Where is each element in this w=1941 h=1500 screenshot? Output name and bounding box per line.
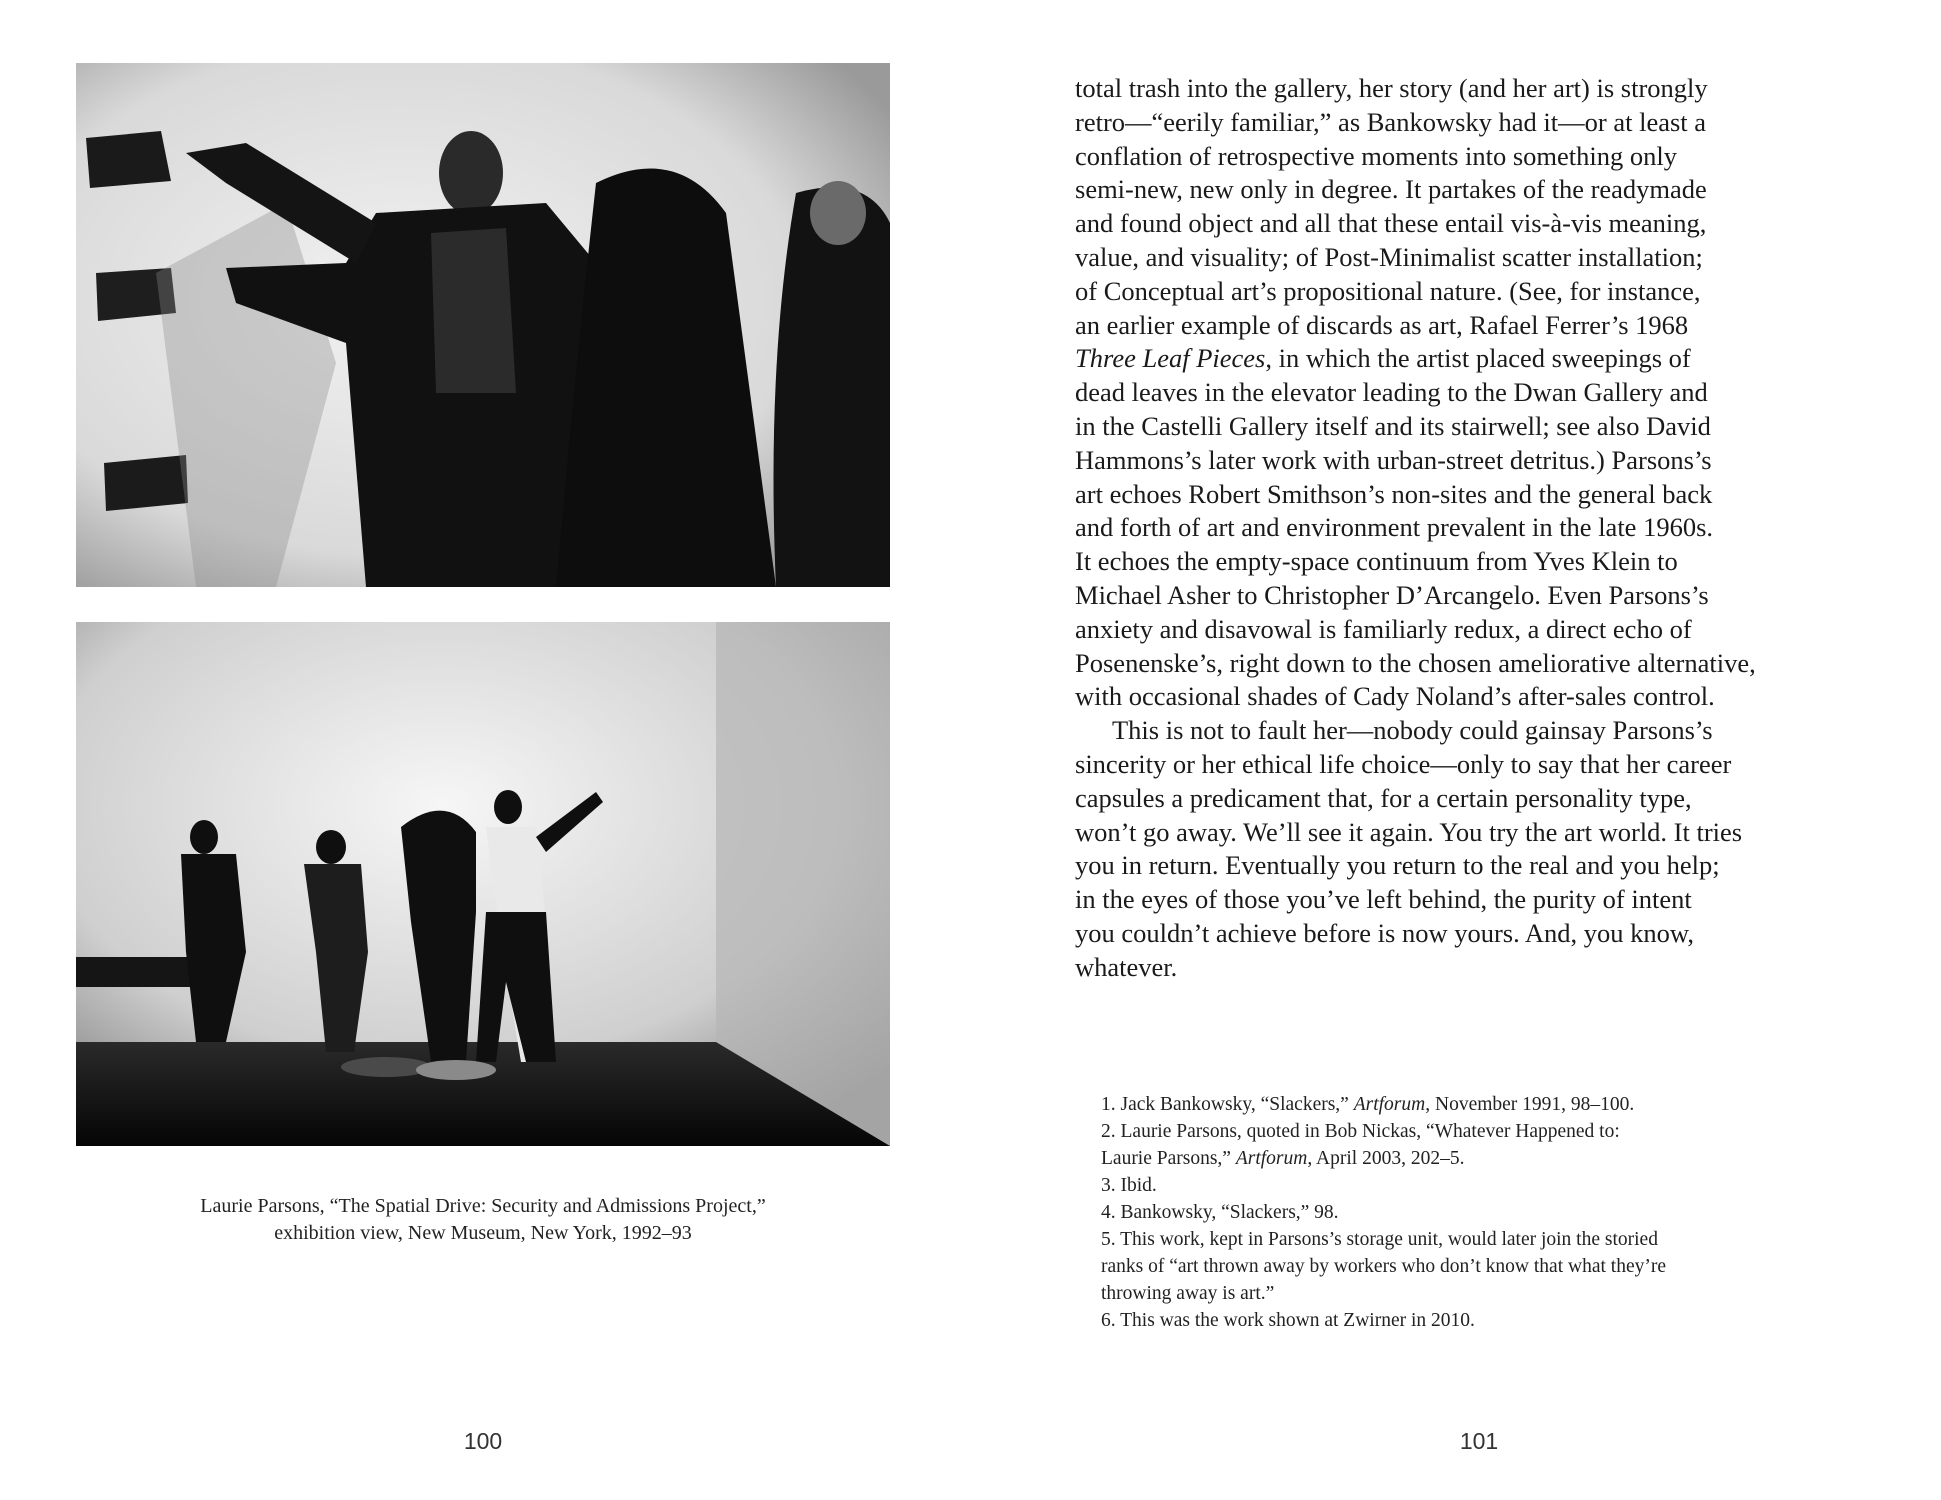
- text-line: capsules a predicament that, for a certain personality type,: [1075, 782, 1692, 813]
- text-line: retro—“eerily familiar,” as Bankowsky had it—or at least a: [1075, 106, 1707, 137]
- footnote-text: , November 1991, 98–100.: [1425, 1094, 1635, 1115]
- text-line: and found object and all that these entail vis-à-vis meaning,: [1075, 208, 1707, 239]
- footnotes: [1101, 1091, 1861, 1334]
- text-line: and forth of art and environment prevalent in the late 1960s.: [1075, 512, 1714, 543]
- footnote-journal: Artforum: [1235, 1148, 1308, 1169]
- photo-gallery-talk: [76, 63, 890, 587]
- footnote-6: 6. This was the work shown at Zwirner in 2010.: [1101, 1310, 1475, 1331]
- footnote-5: 5. This work, kept in Parsons’s storage unit, would later join the storied: [1101, 1229, 1658, 1250]
- text-line: art echoes Robert Smithson’s non-sites and the general back: [1075, 478, 1713, 509]
- footnote-2: 2. Laurie Parsons, quoted in Bob Nickas, “Whatever Happened to:: [1101, 1121, 1620, 1142]
- text-line: It echoes the empty-space continuum from Yves Klein to: [1075, 546, 1678, 577]
- text-line: conflation of retrospective moments into something only: [1075, 140, 1678, 171]
- text-line: Posenenske’s, right down to the chosen ameliorative alternative,: [1075, 647, 1756, 678]
- text-line: sincerity or her ethical life choice—only to say that her career: [1075, 748, 1732, 779]
- left-page: [0, 0, 970, 1500]
- text-line: in the Castelli Gallery itself and its stairwell; see also David: [1075, 410, 1711, 441]
- footnote-journal: Artforum: [1353, 1094, 1426, 1115]
- page-number-right: 101: [1459, 1428, 1499, 1454]
- text-line: dead leaves in the elevator leading to the Dwan Gallery and: [1075, 377, 1708, 408]
- footnote-text: Laurie Parsons,”: [1101, 1148, 1236, 1169]
- right-page: [970, 0, 1941, 1500]
- text-line: of Conceptual art’s propositional nature. (See, for instance,: [1075, 275, 1701, 306]
- photo-gallery-talk-image: [76, 63, 890, 587]
- footnote-2-cont: [1101, 1145, 1861, 1172]
- footnote-1: [1101, 1091, 1861, 1118]
- photo-gallery-installation: [76, 622, 890, 1146]
- caption-line: exhibition view, New Museum, New York, 1992–93: [274, 1222, 692, 1244]
- footnote-4: 4. Bankowsky, “Slackers,” 98.: [1101, 1202, 1339, 1223]
- photo-caption: [76, 1193, 890, 1247]
- caption-line: Laurie Parsons, “The Spatial Drive: Security and Admissions Project,”: [200, 1195, 766, 1217]
- text-line-rest: , in which the artist placed sweepings of: [1265, 343, 1691, 374]
- footnote-5-cont: throwing away is art.”: [1101, 1283, 1275, 1304]
- body-text: [1075, 72, 1895, 985]
- text-line: won’t go away. We’ll see it again. You try the art world. It tries: [1075, 816, 1743, 847]
- text-line: anxiety and disavowal is familiarly redux, a direct echo of: [1075, 613, 1692, 644]
- footnote-text: 1. Jack Bankowsky, “Slackers,”: [1101, 1094, 1354, 1115]
- text-line-indented: This is not to fault her—nobody could gainsay Parsons’s: [1112, 715, 1713, 746]
- text-line: Michael Asher to Christopher D’Arcangelo. Even Parsons’s: [1075, 579, 1709, 610]
- page-number-left: 100: [463, 1428, 503, 1454]
- footnote-3: 3. Ibid.: [1101, 1175, 1157, 1196]
- text-line: value, and visuality; of Post-Minimalist scatter installation;: [1075, 241, 1703, 272]
- text-line: you couldn’t achieve before is now yours. And, you know,: [1075, 917, 1694, 948]
- text-line: with occasional shades of Cady Noland’s after-sales control.: [1075, 681, 1715, 712]
- text-line: semi-new, new only in degree. It partakes of the readymade: [1075, 174, 1707, 205]
- text-line-with-title: [1075, 342, 1895, 376]
- text-line: in the eyes of those you’ve left behind, the purity of intent: [1075, 884, 1692, 915]
- text-line: you in return. Eventually you return to the real and you help;: [1075, 850, 1720, 881]
- text-line: whatever.: [1075, 951, 1178, 982]
- text-line: Hammons’s later work with urban-street detritus.) Parsons’s: [1075, 444, 1712, 475]
- artwork-title: Three Leaf Pieces: [1075, 343, 1266, 374]
- text-line: total trash into the gallery, her story (and her art) is strongly: [1075, 73, 1708, 103]
- photo-gallery-installation-image: [76, 622, 890, 1146]
- footnote-5-cont: ranks of “art thrown away by workers who don’t know that what they’re: [1101, 1256, 1666, 1277]
- text-line: an earlier example of discards as art, Rafael Ferrer’s 1968: [1075, 309, 1689, 340]
- footnote-text: , April 2003, 202–5.: [1307, 1148, 1465, 1169]
